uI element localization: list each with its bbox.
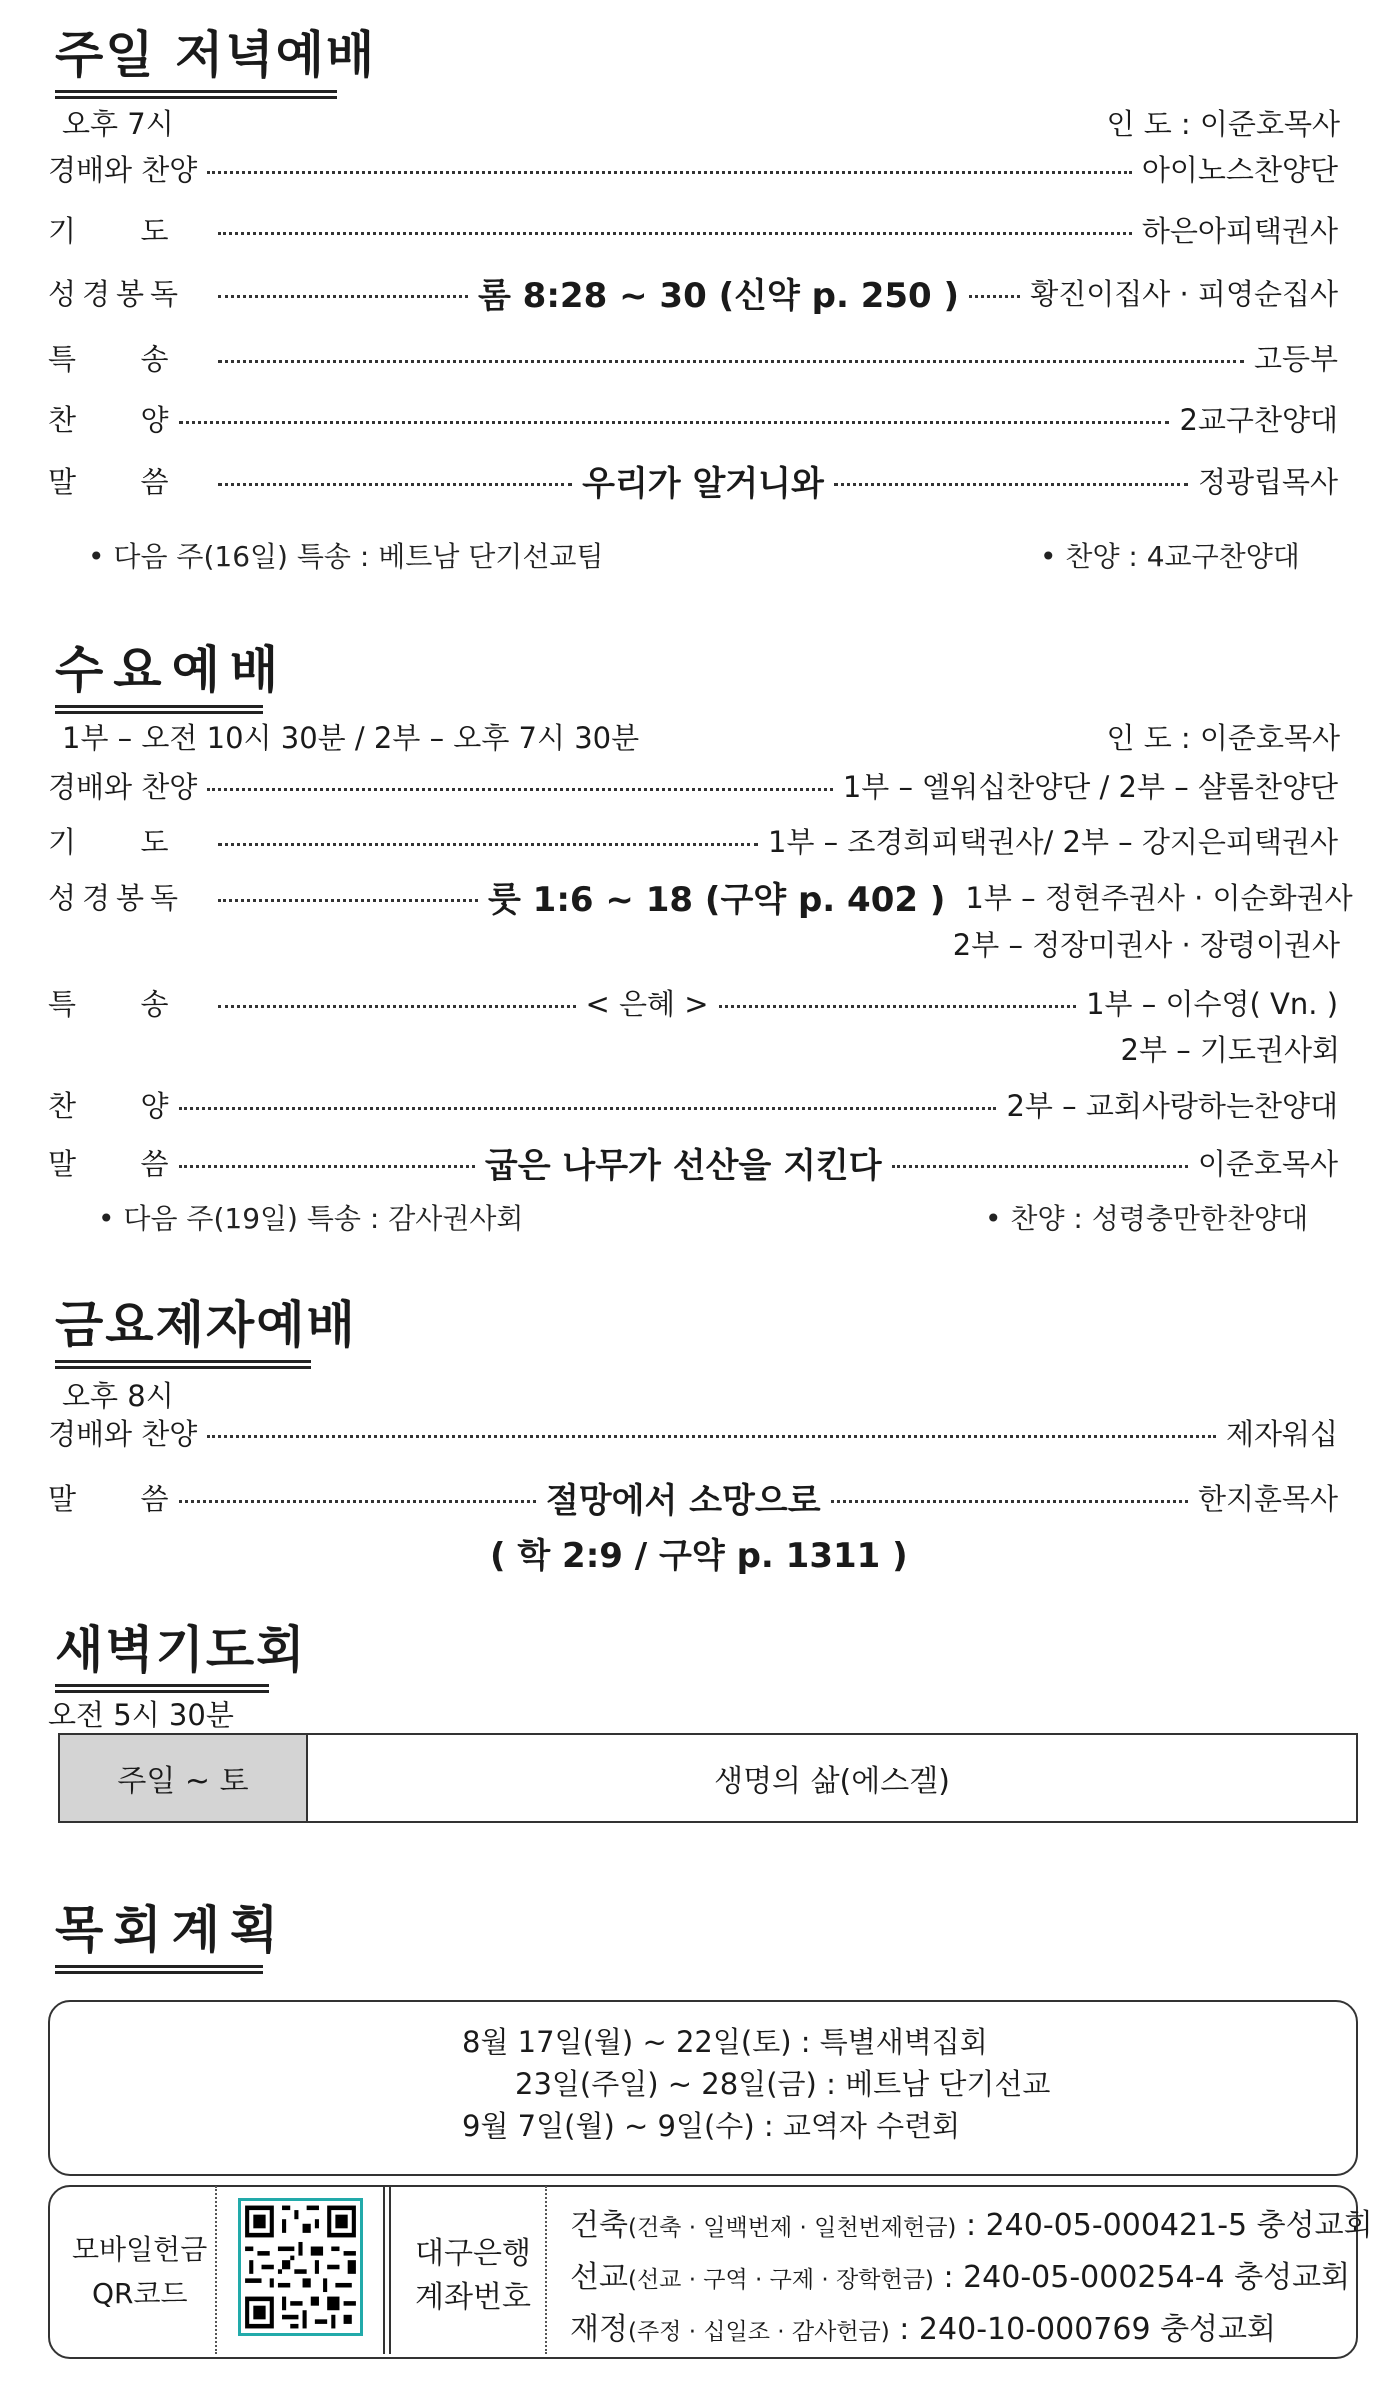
section-rule [55,1360,311,1369]
order-label: 경배와 찬양 [48,1416,198,1451]
next-week-choir-note: • 찬양 : 성령충만한찬양대 [985,1202,1309,1235]
account-line [570,2252,1350,2296]
service-time: 1부 – 오전 10시 30분 / 2부 – 오후 7시 30분 [62,721,640,755]
order-person: 1부 – 엘워십찬양단 / 2부 – 샬롬찬양단 [842,769,1338,804]
order-row [48,146,1338,190]
section-title-friday: 금요제자예배 [55,1296,357,1354]
sermon-title: 우리가 알거니와 [582,463,824,504]
order-row [48,207,1338,251]
leader-dots [834,483,1188,486]
leader-dots [207,171,1132,174]
leader-dots [218,843,758,846]
order-row [48,980,1338,1024]
section-rule [55,705,263,714]
order-row [48,270,1338,314]
scripture-reference: ( 학 2:9 / 구약 p. 1311 ) [490,1536,908,1576]
column-divider [383,2186,385,2354]
column-divider [389,2186,391,2354]
section-title-sunday: 주일 저녁예배 [55,26,377,84]
dawn-days: 주일 ~ 토 [60,1735,308,1821]
service-leader: 인 도 : 이준호목사 [1106,107,1340,141]
order-label: 성경봉독 [48,276,185,311]
leader-dots [218,899,478,902]
order-person: 이준호목사 [1197,1146,1338,1181]
leader-dots [207,1435,1216,1438]
order-row [48,1475,1338,1519]
order-label: 경배와 찬양 [48,152,198,187]
leader-dots [207,788,833,791]
order-person-second: 2부 – 정장미권사 · 장령이권사 [952,928,1340,962]
section-title-plan: 목회계획 [55,1901,289,1959]
order-person: 아이노스찬양단 [1141,152,1338,187]
leader-dots [218,360,1244,363]
leader-dots [831,1500,1188,1503]
account-name: 재정 [570,2312,628,2347]
order-label: 찬 양 [48,1088,169,1123]
leader-dots [179,1107,997,1110]
account-line [570,2304,1276,2348]
order-row [48,1140,1338,1184]
account-detail: (주정 · 십일조 · 감사헌금) [627,2319,890,2345]
account-number: : 240-05-000254-4 충성교회 [933,2260,1351,2295]
order-label: 경배와 찬양 [48,769,198,804]
order-row [48,335,1338,379]
account-name: 건축 [570,2208,628,2243]
next-week-note: • 다음 주(19일) 특송 : 감사권사회 [98,1202,524,1235]
leader-dots [179,1500,536,1503]
next-week-choir-note: • 찬양 : 4교구찬양대 [1040,540,1300,573]
section-rule [55,1684,269,1693]
sermon-title: 굽은 나무가 선산을 지킨다 [484,1145,882,1186]
order-person: 제자워십 [1225,1416,1338,1451]
special-song-title: < 은혜 > [585,986,709,1021]
order-person: 정광립목사 [1197,464,1339,499]
order-row [48,818,1338,862]
order-person: 한지훈목사 [1197,1481,1339,1516]
account-detail: (건축 · 일백번제 · 일천번제헌금) [627,2215,957,2241]
scripture-reference: 룻 1:6 ~ 18 (구약 p. 402 ) [488,879,946,920]
bank-label: 계좌번호 [415,2280,531,2315]
order-row [48,458,1338,502]
order-label: 기 도 [48,213,169,248]
account-name: 선교 [570,2260,628,2295]
order-row [48,1410,1338,1454]
order-person: 2교구찬양대 [1179,402,1338,437]
order-person: 고등부 [1253,341,1338,376]
plan-item: 8월 17일(월) ~ 22일(토) : 특별새벽집회 [462,2025,988,2059]
account-number: : 240-05-000421-5 충성교회 [956,2208,1373,2243]
column-divider [545,2186,547,2354]
order-row [48,874,1353,920]
order-person: 황진이집사 · 피영순집사 [1030,276,1338,311]
order-person-second: 2부 – 기도권사회 [1120,1033,1340,1067]
service-leader: 인 도 : 이준호목사 [1106,721,1340,755]
leader-dots [892,1165,1188,1168]
order-row [48,1082,1338,1126]
order-label: 찬 양 [48,402,169,437]
order-person: 1부 – 조경희피택권사/ 2부 – 강지은피택권사 [768,824,1338,859]
leader-dots [179,1165,475,1168]
account-line [570,2200,1373,2244]
qr-label: 모바일헌금 [72,2233,208,2266]
order-label: 특 송 [48,341,169,376]
column-divider [215,2186,217,2354]
order-person: 1부 – 정현주권사 · 이순화권사 [965,880,1353,915]
next-week-note: • 다음 주(16일) 특송 : 베트남 단기선교팀 [88,540,604,573]
section-rule [55,90,337,99]
account-detail: (선교 · 구역 · 구제 · 장학헌금) [627,2267,934,2293]
leader-dots [218,232,1132,235]
mobile-offering-qr-code[interactable] [238,2198,363,2336]
order-label: 말 씀 [48,1481,169,1516]
order-label: 말 씀 [48,1146,169,1181]
leader-dots [218,1005,576,1008]
order-label: 말 씀 [48,464,169,499]
order-person: 1부 – 이수영( Vn. ) [1086,986,1339,1021]
dawn-schedule-table [58,1733,1358,1823]
plan-item: 23일(주일) ~ 28일(금) : 베트남 단기선교 [515,2067,1051,2101]
section-rule [55,1965,263,1974]
service-time: 오후 8시 [62,1379,174,1413]
leader-dots [969,295,1020,298]
qr-label: QR코드 [92,2277,188,2310]
leader-dots [218,483,572,486]
account-number: : 240-10-000769 충성교회 [889,2312,1276,2347]
order-row [48,396,1338,440]
leader-dots [218,295,468,298]
order-label: 성경봉독 [48,880,185,915]
order-row [48,763,1338,807]
leader-dots [719,1005,1077,1008]
order-person: 2부 – 교회사랑하는찬양대 [1006,1088,1338,1123]
leader-dots [179,421,1170,424]
section-title-wednesday: 수요예배 [55,641,289,699]
service-time: 오전 5시 30분 [48,1698,234,1732]
scripture-reference: 롬 8:28 ~ 30 (신약 p. 250 ) [478,275,960,316]
section-title-dawn: 새벽기도회 [55,1621,307,1679]
bank-label: 대구은행 [415,2236,531,2271]
plan-item: 9월 7일(월) ~ 9일(수) : 교역자 수련회 [462,2109,961,2143]
order-person: 하은아피택권사 [1141,213,1338,248]
sermon-title: 절망에서 소망으로 [545,1480,821,1521]
service-time: 오후 7시 [62,107,174,141]
order-label: 기 도 [48,824,169,859]
order-label: 특 송 [48,986,169,1021]
dawn-book: 생명의 삶(에스겔) [714,1764,950,1799]
